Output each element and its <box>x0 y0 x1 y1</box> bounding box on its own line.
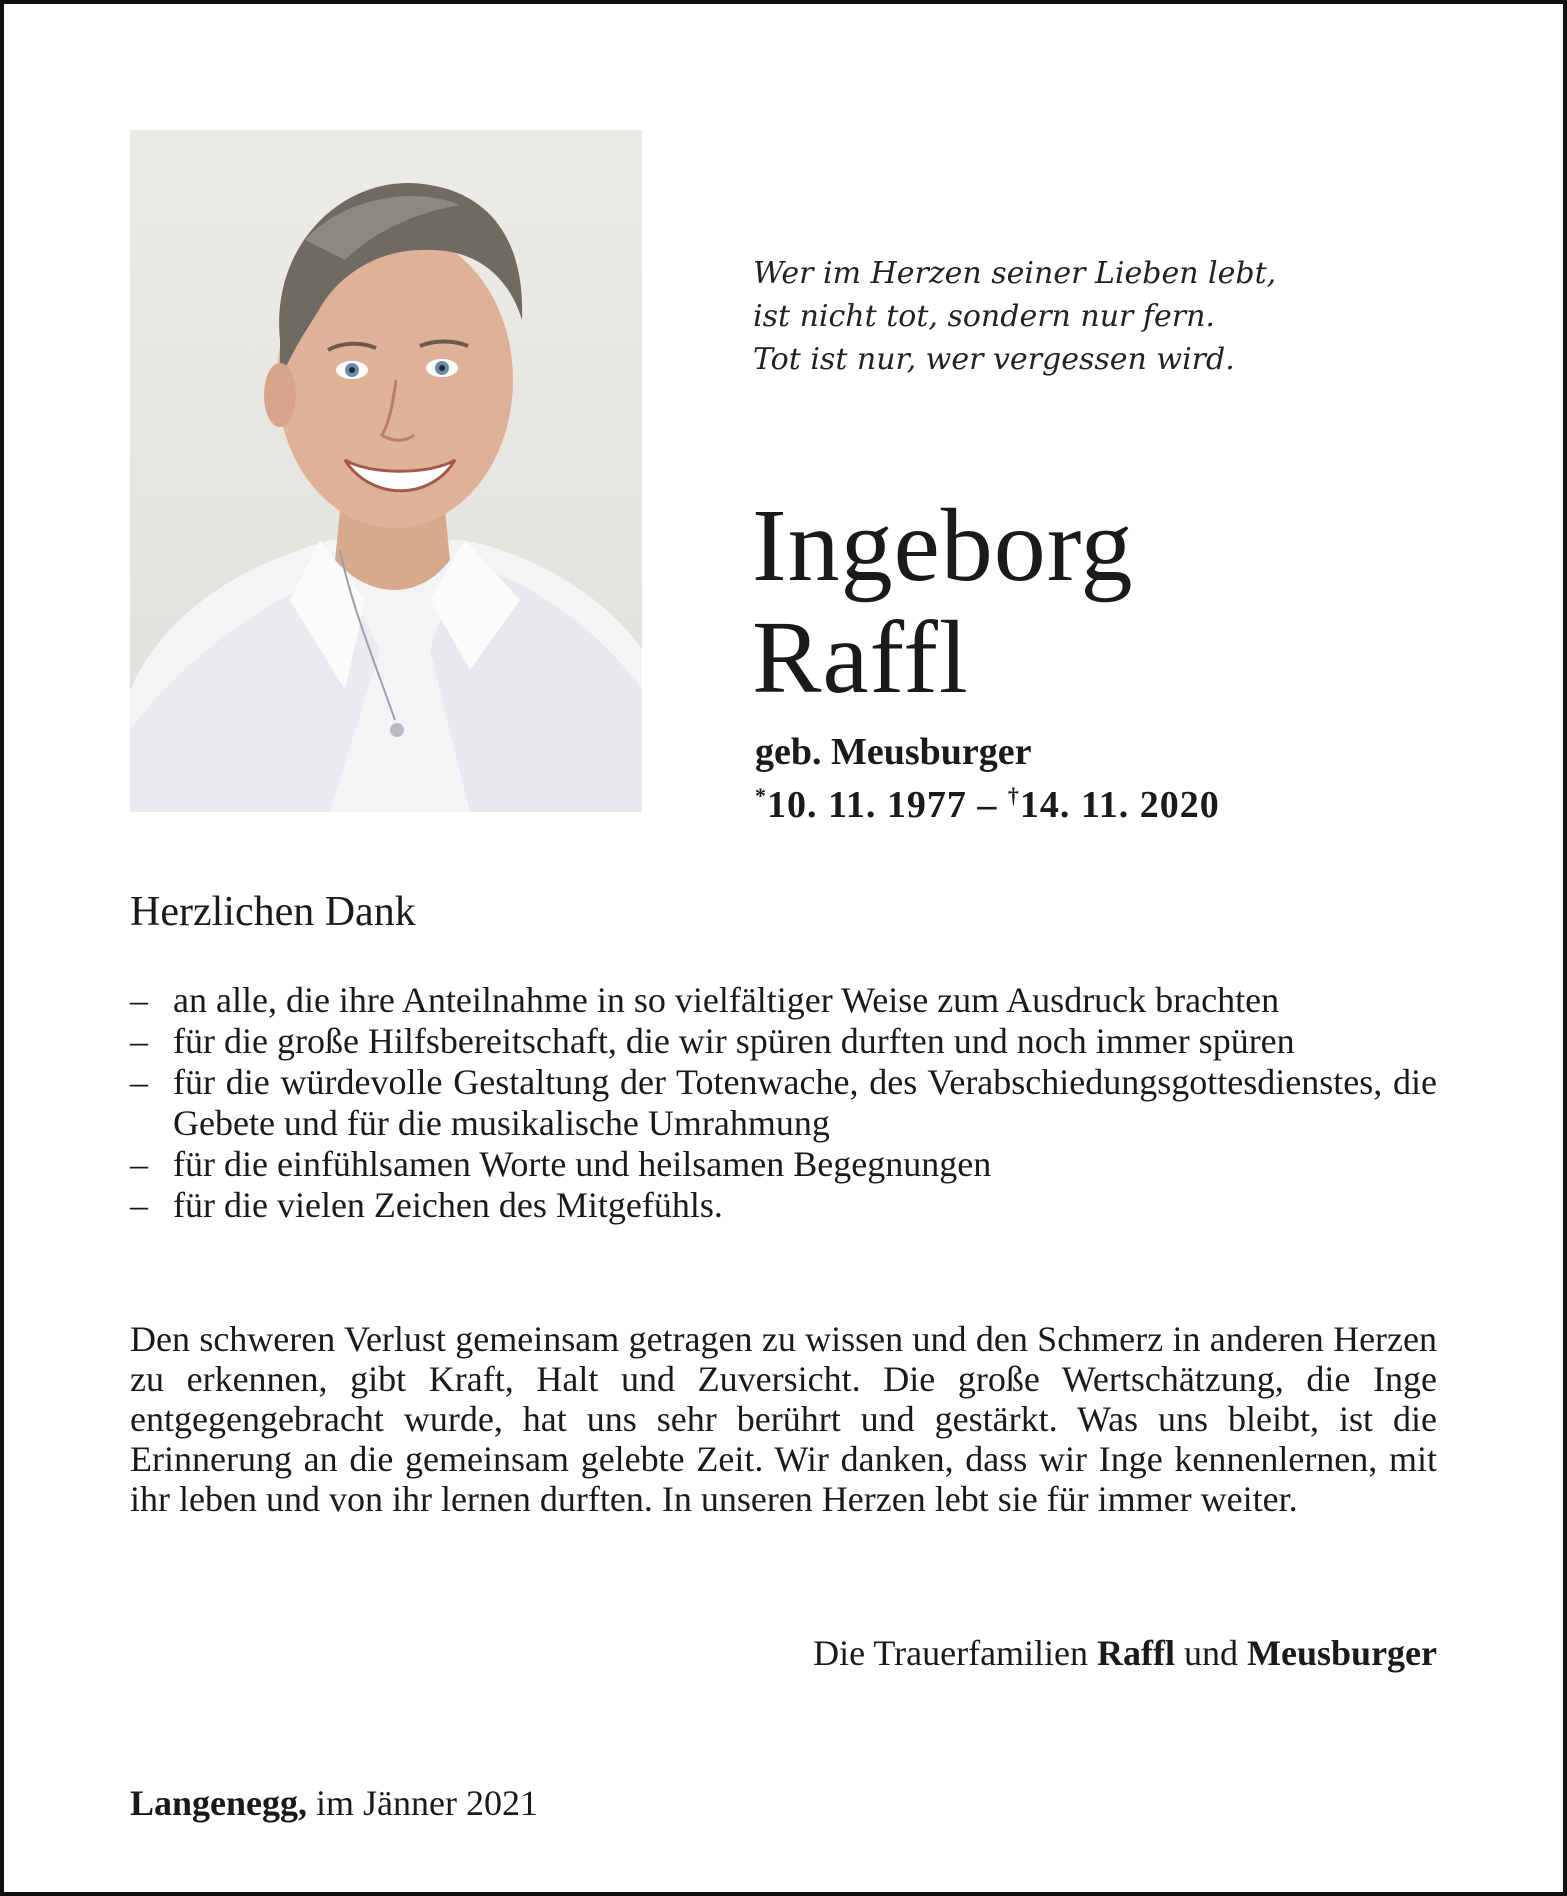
memorial-quote <box>753 252 1513 381</box>
life-dates <box>755 775 1220 826</box>
list-item-text: für die vielen Zeichen des Mitgefühls. <box>173 1185 723 1225</box>
death-symbol: † <box>1007 783 1020 808</box>
birth-name: geb. Meusburger <box>755 731 1032 773</box>
birth-date: 10. 11. 1977 <box>767 784 967 826</box>
thanks-heading: Herzlichen Dank <box>130 889 416 935</box>
list-item <box>130 1185 1437 1226</box>
last-name: Raffl <box>752 600 969 715</box>
dash-marker: – <box>130 1062 148 1102</box>
portrait-photo <box>130 130 642 812</box>
date-separator: – <box>966 784 1008 826</box>
family-name-raffl: Raffl <box>1097 1633 1176 1673</box>
list-item-text: für die große Hilfsbereitschaft, die wir spüren durften und noch immer spüren <box>173 1021 1295 1061</box>
birth-symbol: * <box>755 783 767 808</box>
family-name-meusburger: Meusburger <box>1247 1633 1437 1673</box>
dash-marker: – <box>130 980 148 1020</box>
place-and-date <box>130 1782 538 1824</box>
thanks-list <box>130 980 1437 1226</box>
quote-line: ist nicht tot, sondern nur fern. <box>753 299 1215 334</box>
quote-line: Wer im Herzen seiner Lieben lebt, <box>753 256 1277 291</box>
death-date: 14. 11. 2020 <box>1019 784 1220 826</box>
deceased-name <box>752 490 1134 714</box>
list-item <box>130 980 1437 1021</box>
list-item-text: für die würdevolle Gestaltung der Totenwache, des Verabschiedungsgottesdienstes, die Gebete und für die musikalische Umrahmung <box>173 1062 1437 1143</box>
dash-marker: – <box>130 1021 148 1061</box>
place-date: im Jänner 2021 <box>307 1783 538 1823</box>
signature-prefix: Die Trauerfamilien <box>813 1633 1098 1673</box>
list-item <box>130 1062 1437 1144</box>
portrait-illustration <box>130 130 642 812</box>
gratitude-paragraph: Den schweren Verlust gemeinsam getragen zu wissen und den Schmerz in anderen Herzen zu erkennen, gibt Kraft, Halt und Zuversicht. Die große Wertschätzung, die Inge entgegengebracht wurde, hat uns sehr berührt und gestärkt. Was uns bleibt, ist die Erinnerung an die gemeinsam gelebte Zeit. Wir danken, dass wir Inge kennenlernen, mit ihr leben und von ihr lernen durften. In unseren Herzen lebt sie für immer weiter. <box>130 1319 1437 1519</box>
list-item <box>130 1144 1437 1185</box>
list-item-text: für die einfühlsamen Worte und heilsamen Begegnungen <box>173 1144 992 1184</box>
first-name: Ingeborg <box>752 488 1134 603</box>
list-item <box>130 1021 1437 1062</box>
list-item-text: an alle, die ihre Anteilnahme in so vielfältiger Weise zum Ausdruck brachten <box>173 980 1280 1020</box>
signature <box>813 1632 1437 1674</box>
signature-conjunction: und <box>1175 1633 1248 1673</box>
place-town: Langenegg, <box>130 1783 308 1823</box>
quote-line: Tot ist nur, wer vergessen wird. <box>753 342 1235 377</box>
dash-marker: – <box>130 1185 148 1225</box>
dash-marker: – <box>130 1144 148 1184</box>
